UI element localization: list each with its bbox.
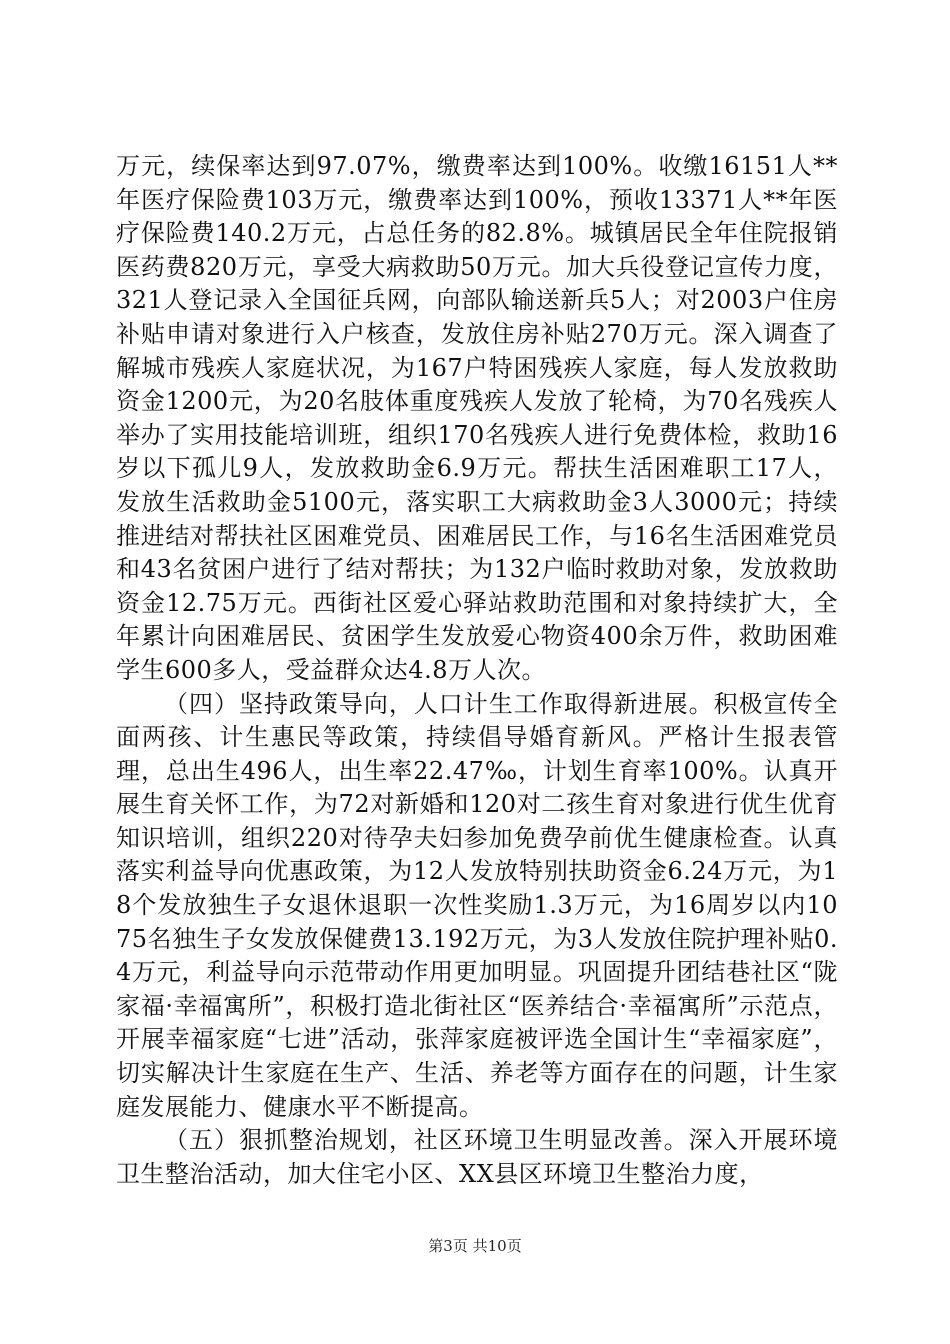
paragraph-population-planning: （四）坚持政策导向，人口计生工作取得新进展。积极宣传全面两孩、计生惠民等政策，持续倡导婚育新风。严格计生报表管理，总出生496人，出生率22.47‰，计划生育率100%。认真开展生育关怀工作，为72对新婚和120对二孩生育对象进行优生优育知识培训，组织220对待孕夫妇参加免费孕前优生健康检查。认真落实利益导向优惠政策，为12人发放特别扶助资金6.24万元，为18个发放独生子女退休退职一次性奖励1.3万元，为16周岁以内1075名独生子女发放保健费13.192万元，为3人发放住院护理补贴0.4万元，利益导向示范带动作用更加明显。巩固提升团结巷社区“陇家福·幸福寓所”，积极打造北街社区“医养结合·幸福寓所”示范点，开展幸福家庭“七进”活动，张萍家庭被评选全国计生“幸福家庭”，切实解决计生家庭在生产、生活、养老等方面存在的问题，计生家庭发展能力、健康水平不断提高。: [116, 689, 838, 1121]
body-text: [116, 150, 838, 1191]
paragraph-social-security: 万元，续保率达到97.07%，缴费率达到100%。收缴16151人**年医疗保险费103万元，缴费率达到100%，预收13371人**年医疗保险费140.2万元，占总任务的82.8%。城镇居民全年住院报销医药费820万元，享受大病救助50万元。加大兵役登记宣传力度，321人登记录入全国征兵网，向部队输送新兵5人；对2003户住房补贴申请对象进行入户核查，发放住房补贴270万元。深入调查了解城市残疾人家庭状况，为167户特困残疾人家庭，每人发放救助资金1200元，为20名肢体重度残疾人发放了轮椅，为70名残疾人举办了实用技能培训班，组织170名残疾人进行免费体检，救助16岁以下孤儿9人，发放救助金6.9万元。帮扶生活困难职工17人，发放生活救助金5100元，落实职工大病救助金3人3000元；持续推进结对帮扶社区困难党员、困难居民工作，与16名生活困难党员和43名贫困户进行了结对帮扶；为132户临时救助对象，发放救助资金12.75万元。西街社区爱心驿站救助范围和对象持续扩大，全年累计向困难居民、贫困学生发放爱心物资400余万件，救助困难学生600多人，受益群众达4.8万人次。: [116, 152, 838, 684]
paragraph-environment-sanitation: （五）狠抓整治规划，社区环境卫生明显改善。深入开展环境卫生整治活动，加大住宅小区、XX县区环境卫生整治力度，: [116, 1126, 838, 1188]
page-number-footer: 第3页 共10页: [428, 1237, 522, 1255]
